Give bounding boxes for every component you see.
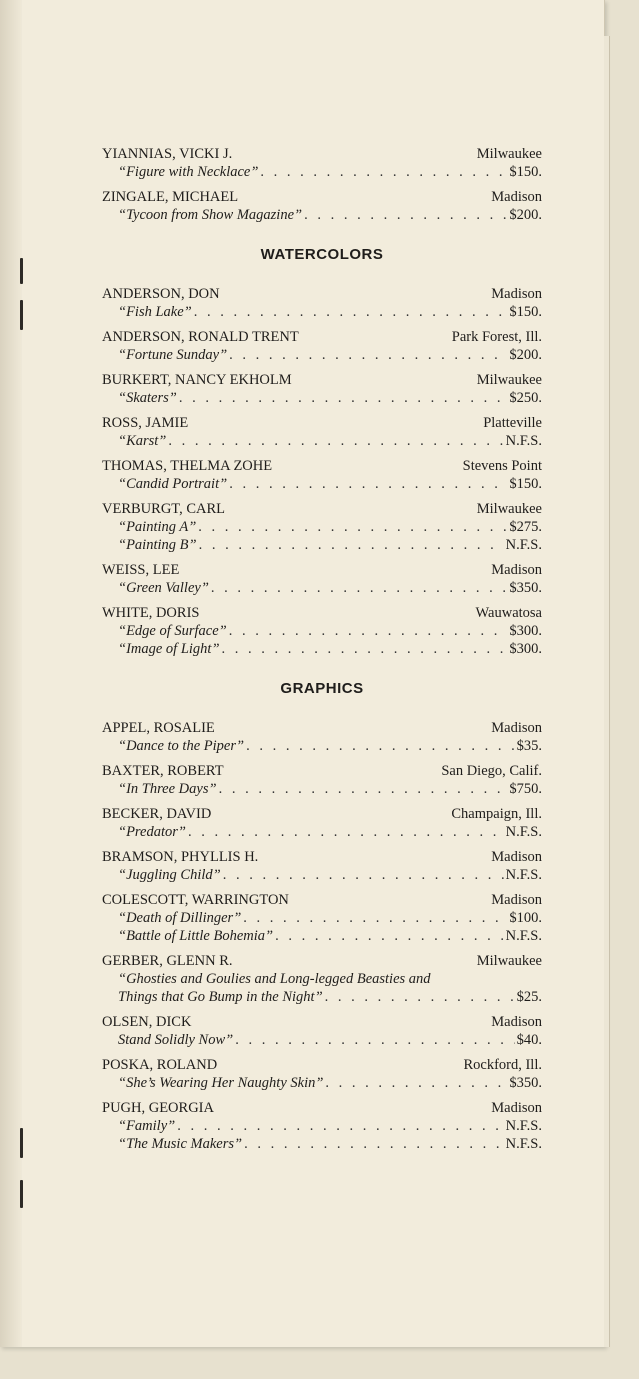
artwork-line: [102, 1031, 542, 1049]
dot-leader: [168, 432, 503, 450]
artist-entry: [102, 719, 542, 755]
artwork-title-continued: Things that Go Bump in the Night”: [118, 989, 323, 1005]
artist-row: [102, 891, 542, 909]
dot-leader: [304, 206, 507, 224]
artist-row: [102, 457, 542, 475]
binding-mark: [20, 1128, 23, 1158]
artwork-title: “Ghosties and Goulies and Long-legged Beasties and: [118, 971, 431, 987]
artwork-title: “Fortune Sunday”: [118, 347, 228, 363]
artwork-title: “Painting B”: [118, 537, 197, 553]
artwork-title: “The Music Makers”: [118, 1136, 243, 1152]
dot-leader: [244, 1135, 504, 1153]
dot-leader: [177, 1117, 503, 1135]
artist-location: Milwaukee: [476, 501, 542, 517]
artist-name: YIANNIAS, VICKI J.: [102, 146, 233, 162]
artist-row: [102, 561, 542, 579]
artwork-price: N.F.S.: [505, 867, 542, 883]
dot-leader: [229, 475, 507, 493]
artist-name: GERBER, GLENN R.: [102, 953, 233, 969]
dot-leader: [260, 163, 507, 181]
dot-leader: [188, 823, 504, 841]
dot-leader: [275, 927, 504, 945]
artwork-title: “Figure with Necklace”: [118, 164, 259, 180]
artwork-line: [102, 579, 542, 597]
artist-row: [102, 145, 542, 163]
dot-leader: [211, 579, 507, 597]
artist-name: PUGH, GEORGIA: [102, 1100, 214, 1116]
artist-entry: [102, 805, 542, 841]
artist-row: [102, 805, 542, 823]
dot-leader: [246, 737, 515, 755]
artist-location: Madison: [491, 286, 542, 302]
artist-row: [102, 371, 542, 389]
artist-location: Platteville: [483, 415, 542, 431]
artist-entry: [102, 1056, 542, 1092]
artwork-title: “Skaters”: [118, 390, 177, 406]
dot-leader: [243, 909, 507, 927]
dot-leader: [223, 866, 504, 884]
artist-name: THOMAS, THELMA ZOHE: [102, 458, 273, 474]
artwork-title: “Painting A”: [118, 519, 197, 535]
artist-location: Milwaukee: [476, 953, 542, 969]
section-heading: GRAPHICS: [280, 680, 364, 697]
dot-leader: [229, 622, 508, 640]
artwork-line: [102, 389, 542, 407]
artist-row: [102, 188, 542, 206]
artist-name: BAXTER, ROBERT: [102, 763, 224, 779]
artwork-price: N.F.S.: [505, 1118, 542, 1134]
artwork-line: [102, 1135, 542, 1153]
artist-entry: [102, 414, 542, 450]
artwork-line: [102, 909, 542, 927]
artwork-line: [102, 1074, 542, 1092]
artwork-price: $300.: [509, 623, 542, 639]
artist-location: Rockford, Ill.: [463, 1057, 542, 1073]
artist-entry: [102, 188, 542, 224]
artist-row: [102, 500, 542, 518]
artist-row: [102, 719, 542, 737]
dot-leader: [222, 640, 508, 658]
section-heading: WATERCOLORS: [260, 246, 384, 263]
artist-name: WHITE, DORIS: [102, 605, 200, 621]
artwork-price: $750.: [509, 781, 542, 797]
artist-entry: [102, 145, 542, 181]
artwork-title: “Death of Dillinger”: [118, 910, 242, 926]
artist-entry: [102, 762, 542, 798]
page-edge: [604, 36, 610, 1347]
dot-leader: [179, 389, 508, 407]
dot-leader: [229, 346, 507, 364]
binding-mark: [20, 300, 23, 330]
artwork-price: $200.: [509, 347, 542, 363]
artist-location: Madison: [491, 189, 542, 205]
dot-leader: [235, 1031, 514, 1049]
dot-leader: [198, 518, 507, 536]
artist-entry: [102, 371, 542, 407]
artwork-price: N.F.S.: [505, 824, 542, 840]
artwork-line: [102, 823, 542, 841]
artist-entry: [102, 604, 542, 658]
artist-location: Park Forest, Ill.: [451, 329, 542, 345]
artwork-line: [102, 737, 542, 755]
artwork-price: $200.: [509, 207, 542, 223]
artwork-price: $250.: [509, 390, 542, 406]
artwork-title: “Karst”: [118, 433, 167, 449]
artwork-title: “She’s Wearing Her Naughty Skin”: [118, 1075, 324, 1091]
artist-entry: [102, 457, 542, 493]
artist-name: ANDERSON, DON: [102, 286, 220, 302]
artist-location: Madison: [491, 1100, 542, 1116]
artist-entry: [102, 285, 542, 321]
binding-mark: [20, 258, 23, 284]
artwork-price: N.F.S.: [505, 1136, 542, 1152]
artist-entry: [102, 500, 542, 554]
artwork-line: [102, 206, 542, 224]
artist-location: Madison: [491, 1014, 542, 1030]
artwork-line: [102, 475, 542, 493]
artwork-title: “Edge of Surface”: [118, 623, 227, 639]
artist-entry: [102, 561, 542, 597]
artist-entry: [102, 891, 542, 945]
artist-name: ZINGALE, MICHAEL: [102, 189, 239, 205]
artist-row: [102, 414, 542, 432]
dot-leader: [194, 303, 508, 321]
artist-row: [102, 604, 542, 622]
binding-mark: [20, 1180, 23, 1208]
artist-location: Madison: [491, 720, 542, 736]
artist-row: [102, 328, 542, 346]
artwork-title: “Candid Portrait”: [118, 476, 228, 492]
binding-margin: [0, 0, 22, 1347]
artwork-title: “Juggling Child”: [118, 867, 221, 883]
artist-row: [102, 1056, 542, 1074]
artist-name: OLSEN, DICK: [102, 1014, 192, 1030]
artwork-line: [102, 640, 542, 658]
artist-row: [102, 848, 542, 866]
artist-name: VERBURGT, CARL: [102, 501, 225, 517]
artist-entry: [102, 1099, 542, 1153]
artwork-price: $350.: [509, 1075, 542, 1091]
artist-name: BURKERT, NANCY EKHOLM: [102, 372, 292, 388]
artist-row: [102, 952, 542, 970]
artist-row: [102, 1099, 542, 1117]
artwork-title: “In Three Days”: [118, 781, 217, 797]
artist-name: BRAMSON, PHYLLIS H.: [102, 849, 259, 865]
artist-name: COLESCOTT, WARRINGTON: [102, 892, 289, 908]
artist-entry: [102, 328, 542, 364]
artist-name: ANDERSON, RONALD TRENT: [102, 329, 299, 345]
artwork-title: “Dance to the Piper”: [118, 738, 245, 754]
artist-location: Milwaukee: [476, 372, 542, 388]
artwork-line: [102, 866, 542, 884]
dot-leader: [199, 536, 504, 554]
artist-location: San Diego, Calif.: [441, 763, 542, 779]
artwork-price: N.F.S.: [505, 433, 542, 449]
artist-location: Stevens Point: [462, 458, 542, 474]
artist-location: Madison: [491, 562, 542, 578]
artwork-line: [102, 432, 542, 450]
artwork-price: $150.: [509, 476, 542, 492]
artist-location: Madison: [491, 892, 542, 908]
catalog-listing: [102, 145, 542, 1160]
artist-name: WEISS, LEE: [102, 562, 180, 578]
artist-location: Champaign, Ill.: [451, 806, 542, 822]
artwork-price: $275.: [509, 519, 542, 535]
artist-name: APPEL, ROSALIE: [102, 720, 215, 736]
artwork-price: $40.: [516, 1032, 542, 1048]
artist-name: POSKA, ROLAND: [102, 1057, 218, 1073]
artwork-line: [102, 163, 542, 181]
artist-location: Milwaukee: [476, 146, 542, 162]
artist-location: Wauwatosa: [475, 605, 542, 621]
artwork-price: N.F.S.: [505, 537, 542, 553]
artwork-line: [102, 536, 542, 554]
artwork-title: “Battle of Little Bohemia”: [118, 928, 274, 944]
artwork-line: [102, 1117, 542, 1135]
artwork-line: [102, 303, 542, 321]
dot-leader: [325, 988, 515, 1006]
artist-name: ROSS, JAMIE: [102, 415, 189, 431]
artwork-title: “Tycoon from Show Magazine”: [118, 207, 303, 223]
artwork-line: [102, 927, 542, 945]
artwork-price: $300.: [509, 641, 542, 657]
artwork-title: “Fish Lake”: [118, 304, 192, 320]
artwork-price: $350.: [509, 580, 542, 596]
artwork-line: [102, 622, 542, 640]
artwork-title: “Image of Light”: [118, 641, 220, 657]
artwork-line: [102, 970, 542, 1006]
artist-entry: [102, 1013, 542, 1049]
dot-leader: [219, 780, 508, 798]
artwork-price: N.F.S.: [505, 928, 542, 944]
artwork-price: $150.: [509, 164, 542, 180]
artwork-line: [102, 518, 542, 536]
artwork-title: “Predator”: [118, 824, 186, 840]
artist-location: Madison: [491, 849, 542, 865]
artwork-title: “Family”: [118, 1118, 176, 1134]
artwork-price: $25.: [516, 989, 542, 1005]
dot-leader: [325, 1074, 507, 1092]
artwork-price: $100.: [509, 910, 542, 926]
artwork-line: [102, 780, 542, 798]
artwork-price: $150.: [509, 304, 542, 320]
artist-entry: [102, 952, 542, 1006]
artist-name: BECKER, DAVID: [102, 806, 212, 822]
artwork-price: $35.: [516, 738, 542, 754]
artist-row: [102, 285, 542, 303]
artwork-line: [102, 346, 542, 364]
artwork-title: Stand Solidly Now”: [118, 1032, 234, 1048]
artist-entry: [102, 848, 542, 884]
artwork-title: “Green Valley”: [118, 580, 209, 596]
artist-row: [102, 1013, 542, 1031]
artist-row: [102, 762, 542, 780]
